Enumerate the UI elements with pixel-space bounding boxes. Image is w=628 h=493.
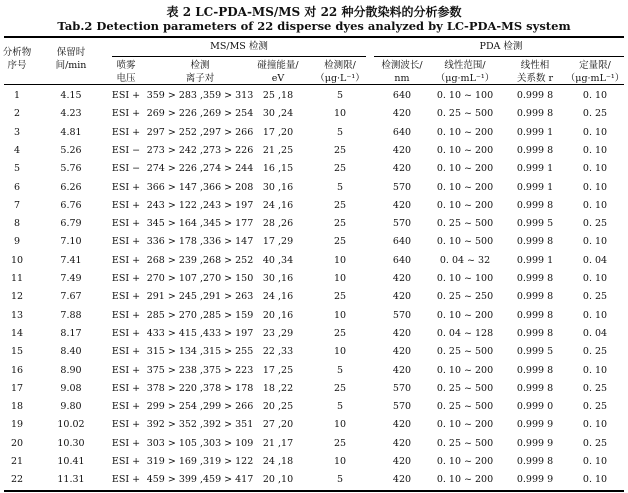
cell-lod: 10 bbox=[333, 456, 347, 467]
cell-no: 1 bbox=[13, 90, 21, 101]
header-rule bbox=[4, 84, 624, 85]
cell-lod: 25 bbox=[333, 437, 347, 449]
cell-lod: 10 bbox=[333, 309, 347, 321]
cell-rt: 7.67 bbox=[60, 291, 82, 303]
cell-spray: ESI + bbox=[111, 401, 141, 413]
table-row bbox=[0, 197, 628, 216]
column-header-wavelength-line2: nm bbox=[394, 73, 410, 84]
cell-rt: 5.26 bbox=[60, 144, 82, 156]
cell-loq: 0. 25 bbox=[582, 291, 608, 303]
table-title-chinese: 表 2 LC-PDA-MS/MS 对 22 种分散染料的分析参数 bbox=[166, 5, 462, 19]
cell-wl: 420 bbox=[392, 163, 412, 175]
cell-loq: 0. 25 bbox=[582, 437, 608, 449]
cell-spray: ESI + bbox=[111, 291, 141, 303]
cell-no: 7 bbox=[13, 199, 21, 211]
cell-ions: 274 > 226 ,274 > 244 bbox=[146, 163, 254, 175]
cell-ce: 18 ,22 bbox=[262, 382, 294, 394]
cell-no: 4 bbox=[13, 144, 21, 156]
cell-no: 13 bbox=[10, 309, 24, 321]
cell-loq: 0. 10 bbox=[582, 474, 608, 486]
cell-ce: 24 ,16 bbox=[262, 291, 294, 303]
cell-lod: 5 bbox=[336, 364, 344, 376]
cell-ce: 16 ,15 bbox=[262, 163, 294, 175]
cell-spray: ESI + bbox=[111, 346, 141, 358]
cell-lod: 25 bbox=[333, 218, 347, 230]
cell-ce: 20 ,25 bbox=[262, 401, 294, 413]
cell-r: 0.999 8 bbox=[516, 144, 554, 156]
cell-range: 0. 25 ~ 500 bbox=[436, 218, 494, 230]
cell-ce: 25 ,18 bbox=[262, 90, 294, 101]
cell-range: 0. 10 ~ 200 bbox=[436, 474, 494, 486]
cell-loq: 0. 10 bbox=[582, 364, 608, 376]
column-header-r-line2: 关系数 r bbox=[516, 73, 554, 84]
table-row bbox=[0, 416, 628, 435]
table-row bbox=[0, 380, 628, 399]
table-row bbox=[0, 179, 628, 198]
cell-ions: 359 > 283 ,359 > 313 bbox=[146, 90, 254, 101]
cell-wl: 420 bbox=[392, 199, 412, 211]
cell-spray: ESI + bbox=[111, 474, 141, 486]
cell-ions: 273 > 242 ,273 > 226 bbox=[146, 144, 254, 156]
cell-r: 0.999 8 bbox=[516, 364, 554, 376]
table-row bbox=[0, 435, 628, 454]
cell-range: 0. 10 ~ 200 bbox=[436, 181, 494, 193]
cell-spray: ESI + bbox=[111, 181, 141, 193]
cell-rt: 6.26 bbox=[60, 181, 82, 193]
cell-range: 0. 10 ~ 200 bbox=[436, 364, 494, 376]
cell-loq: 0. 10 bbox=[582, 199, 608, 211]
cell-loq: 0. 10 bbox=[582, 90, 608, 101]
cell-lod: 5 bbox=[336, 90, 344, 101]
column-header-loq-line2: （μg·mL⁻¹） bbox=[565, 73, 625, 84]
cell-ions: 392 > 352 ,392 > 351 bbox=[146, 419, 254, 431]
cell-wl: 420 bbox=[392, 437, 412, 449]
cell-range: 0. 25 ~ 500 bbox=[436, 382, 494, 394]
cell-spray: ESI + bbox=[111, 126, 141, 138]
cell-ions: 243 > 122 ,243 > 197 bbox=[146, 199, 254, 211]
cell-no: 12 bbox=[10, 291, 24, 303]
cell-range: 0. 10 ~ 200 bbox=[436, 126, 494, 138]
cell-ce: 20 ,10 bbox=[262, 474, 294, 486]
cell-wl: 640 bbox=[392, 126, 412, 138]
cell-lod: 25 bbox=[333, 291, 347, 303]
cell-r: 0.999 9 bbox=[516, 419, 554, 431]
cell-wl: 420 bbox=[392, 364, 412, 376]
cell-r: 0.999 8 bbox=[516, 382, 554, 394]
table-row bbox=[0, 343, 628, 362]
cell-wl: 420 bbox=[392, 346, 412, 358]
cell-spray: ESI + bbox=[111, 382, 141, 394]
cell-loq: 0. 25 bbox=[582, 346, 608, 358]
cell-range: 0. 10 ~ 200 bbox=[436, 144, 494, 156]
cell-rt: 10.41 bbox=[57, 456, 85, 467]
table-row bbox=[0, 307, 628, 326]
cell-ions: 378 > 220 ,378 > 178 bbox=[146, 382, 254, 394]
cell-rt: 9.08 bbox=[60, 382, 82, 394]
cell-ce: 21 ,17 bbox=[262, 437, 294, 449]
cell-wl: 640 bbox=[392, 236, 412, 248]
column-header-r-line1: 线性相 bbox=[520, 60, 550, 71]
cell-r: 0.999 5 bbox=[516, 346, 554, 358]
cell-no: 21 bbox=[10, 456, 24, 467]
cell-wl: 640 bbox=[392, 90, 412, 101]
cell-no: 19 bbox=[10, 419, 24, 431]
cell-spray: ESI + bbox=[111, 437, 141, 449]
table-row bbox=[0, 398, 628, 417]
cell-r: 0.999 0 bbox=[516, 401, 554, 413]
cell-r: 0.999 1 bbox=[516, 181, 554, 193]
cell-wl: 420 bbox=[392, 327, 412, 339]
cell-lod: 10 bbox=[333, 108, 347, 120]
cell-loq: 0. 10 bbox=[582, 181, 608, 193]
cell-wl: 420 bbox=[392, 474, 412, 486]
cell-r: 0.999 8 bbox=[516, 309, 554, 321]
table-title-english: Tab.2 Detection parameters of 22 disperse dyes analyzed by LC-PDA-MS system bbox=[57, 19, 571, 33]
cell-wl: 570 bbox=[392, 382, 412, 394]
table-row bbox=[0, 105, 628, 124]
cell-no: 20 bbox=[10, 437, 24, 449]
column-header-wavelength-line1: 检测波长/ bbox=[381, 60, 423, 71]
cell-ce: 28 ,26 bbox=[262, 218, 294, 230]
cell-r: 0.999 8 bbox=[516, 273, 554, 284]
cell-rt: 6.76 bbox=[60, 199, 82, 211]
table-row bbox=[0, 142, 628, 161]
cell-lod: 10 bbox=[333, 346, 347, 358]
cell-rt: 4.15 bbox=[60, 90, 82, 101]
cell-loq: 0. 10 bbox=[582, 126, 608, 138]
cell-lod: 25 bbox=[333, 327, 347, 339]
table-row bbox=[0, 160, 628, 179]
cell-range: 0. 10 ~ 100 bbox=[436, 90, 494, 101]
cell-loq: 0. 25 bbox=[582, 401, 608, 413]
cell-range: 0. 10 ~ 200 bbox=[436, 419, 494, 431]
column-header-rt-line2: 间/min bbox=[55, 60, 87, 71]
cell-ce: 17 ,25 bbox=[262, 364, 294, 376]
cell-lod: 5 bbox=[336, 474, 344, 486]
cell-loq: 0. 25 bbox=[582, 108, 608, 120]
cell-loq: 0. 10 bbox=[582, 419, 608, 431]
cell-ions: 336 > 178 ,336 > 147 bbox=[146, 236, 254, 248]
cell-ce: 30 ,24 bbox=[262, 108, 294, 120]
cell-spray: ESI + bbox=[111, 236, 141, 248]
column-header-spray-line2: 电压 bbox=[116, 73, 136, 84]
cell-spray: ESI + bbox=[111, 273, 141, 284]
cell-range: 0. 04 ~ 32 bbox=[439, 254, 491, 266]
cell-ions: 268 > 239 ,268 > 252 bbox=[146, 254, 254, 266]
cell-lod: 10 bbox=[333, 254, 347, 266]
column-header-msms-lod-line2: （μg·L⁻¹） bbox=[315, 73, 365, 84]
cell-range: 0. 10 ~ 100 bbox=[436, 273, 494, 284]
cell-wl: 420 bbox=[392, 419, 412, 431]
table-row bbox=[0, 233, 628, 252]
cell-spray: ESI + bbox=[111, 199, 141, 211]
cell-ions: 270 > 107 ,270 > 150 bbox=[146, 273, 254, 284]
group-rule-pda bbox=[374, 56, 624, 57]
cell-lod: 5 bbox=[336, 401, 344, 413]
cell-ce: 17 ,20 bbox=[262, 126, 294, 138]
cell-rt: 8.40 bbox=[60, 346, 82, 358]
cell-range: 0. 10 ~ 200 bbox=[436, 163, 494, 175]
column-header-msms-lod-line1: 检测限/ bbox=[324, 60, 356, 71]
cell-loq: 0. 25 bbox=[582, 218, 608, 230]
cell-ce: 17 ,29 bbox=[262, 236, 294, 248]
table-row bbox=[0, 288, 628, 307]
cell-spray: ESI + bbox=[111, 218, 141, 230]
cell-loq: 0. 04 bbox=[582, 327, 608, 339]
cell-wl: 640 bbox=[392, 254, 412, 266]
cell-r: 0.999 8 bbox=[516, 291, 554, 303]
cell-no: 17 bbox=[10, 382, 24, 394]
table-row bbox=[0, 362, 628, 381]
cell-spray: ESI + bbox=[111, 90, 141, 101]
table-row bbox=[0, 270, 628, 289]
table-row bbox=[0, 87, 628, 106]
group-header-pda: PDA 检测 bbox=[479, 41, 523, 52]
cell-r: 0.999 1 bbox=[516, 163, 554, 175]
cell-wl: 420 bbox=[392, 108, 412, 120]
bottom-rule bbox=[4, 490, 624, 492]
column-header-ions-line2: 离子对 bbox=[185, 73, 215, 84]
cell-rt: 6.79 bbox=[60, 218, 82, 230]
cell-ions: 269 > 226 ,269 > 254 bbox=[146, 108, 254, 120]
group-header-msms: MS/MS 检测 bbox=[210, 41, 268, 52]
cell-ce: 27 ,20 bbox=[262, 419, 294, 431]
column-header-loq-line1: 定量限/ bbox=[579, 60, 611, 71]
cell-loq: 0. 25 bbox=[582, 382, 608, 394]
cell-ce: 23 ,29 bbox=[262, 327, 294, 339]
cell-no: 15 bbox=[10, 346, 24, 358]
cell-range: 0. 10 ~ 200 bbox=[436, 199, 494, 211]
cell-ions: 375 > 238 ,375 > 223 bbox=[146, 364, 254, 376]
cell-spray: ESI + bbox=[111, 327, 141, 339]
cell-range: 0. 10 ~ 500 bbox=[436, 236, 494, 248]
cell-r: 0.999 8 bbox=[516, 108, 554, 120]
cell-ions: 319 > 169 ,319 > 122 bbox=[146, 456, 254, 467]
cell-no: 11 bbox=[10, 273, 24, 284]
cell-r: 0.999 5 bbox=[516, 218, 554, 230]
cell-spray: ESI + bbox=[111, 364, 141, 376]
column-header-ce-line1: 碰撞能量/ bbox=[257, 60, 299, 71]
cell-range: 0. 10 ~ 200 bbox=[436, 309, 494, 321]
cell-wl: 570 bbox=[392, 309, 412, 321]
cell-rt: 4.81 bbox=[60, 126, 82, 138]
cell-ions: 299 > 254 ,299 > 266 bbox=[146, 401, 254, 413]
cell-no: 16 bbox=[10, 364, 24, 376]
cell-spray: ESI + bbox=[111, 419, 141, 431]
cell-ce: 24 ,18 bbox=[262, 456, 294, 467]
cell-wl: 570 bbox=[392, 401, 412, 413]
cell-range: 0. 04 ~ 128 bbox=[436, 327, 494, 339]
cell-loq: 0. 10 bbox=[582, 456, 608, 467]
cell-r: 0.999 9 bbox=[516, 474, 554, 486]
cell-ions: 297 > 252 ,297 > 266 bbox=[146, 126, 254, 138]
cell-r: 0.999 9 bbox=[516, 437, 554, 449]
cell-no: 10 bbox=[10, 254, 24, 266]
cell-rt: 7.88 bbox=[60, 309, 82, 321]
cell-wl: 420 bbox=[392, 291, 412, 303]
cell-ce: 22 ,33 bbox=[262, 346, 294, 358]
cell-lod: 5 bbox=[336, 126, 344, 138]
cell-spray: ESI + bbox=[111, 108, 141, 120]
group-rule-msms bbox=[112, 56, 366, 57]
column-header-no-line1: 分析物 bbox=[2, 47, 32, 58]
cell-r: 0.999 1 bbox=[516, 126, 554, 138]
cell-rt: 9.80 bbox=[60, 401, 82, 413]
cell-spray: ESI − bbox=[111, 163, 141, 175]
cell-ce: 40 ,34 bbox=[262, 254, 294, 266]
column-header-ions-line1: 检测 bbox=[190, 60, 210, 71]
column-header-linear-range-line2: （μg·mL⁻¹） bbox=[435, 73, 495, 84]
cell-ions: 345 > 164 ,345 > 177 bbox=[146, 218, 254, 230]
table-row bbox=[0, 215, 628, 234]
cell-loq: 0. 04 bbox=[582, 254, 608, 266]
cell-range: 0. 25 ~ 500 bbox=[436, 346, 494, 358]
cell-ions: 315 > 134 ,315 > 255 bbox=[146, 346, 254, 358]
table-row bbox=[0, 453, 628, 472]
cell-rt: 8.17 bbox=[60, 327, 82, 339]
cell-r: 0.999 8 bbox=[516, 456, 554, 467]
cell-no: 5 bbox=[13, 163, 21, 175]
cell-wl: 420 bbox=[392, 144, 412, 156]
cell-lod: 25 bbox=[333, 144, 347, 156]
cell-ce: 20 ,16 bbox=[262, 309, 294, 321]
cell-range: 0. 25 ~ 500 bbox=[436, 401, 494, 413]
cell-rt: 4.23 bbox=[60, 108, 82, 120]
column-header-ce-line2: eV bbox=[271, 73, 285, 84]
cell-loq: 0. 10 bbox=[582, 144, 608, 156]
cell-ce: 30 ,16 bbox=[262, 273, 294, 284]
cell-wl: 420 bbox=[392, 456, 412, 467]
cell-lod: 5 bbox=[336, 181, 344, 193]
cell-wl: 420 bbox=[392, 273, 412, 284]
top-rule bbox=[4, 36, 624, 38]
cell-spray: ESI + bbox=[111, 309, 141, 321]
cell-range: 0. 10 ~ 200 bbox=[436, 456, 494, 467]
table-row bbox=[0, 471, 628, 490]
table-row bbox=[0, 124, 628, 143]
cell-ions: 285 > 270 ,285 > 159 bbox=[146, 309, 254, 321]
cell-ions: 291 > 245 ,291 > 263 bbox=[146, 291, 254, 303]
cell-no: 6 bbox=[13, 181, 21, 193]
cell-ions: 459 > 399 ,459 > 417 bbox=[146, 474, 254, 486]
cell-rt: 8.90 bbox=[60, 364, 82, 376]
cell-loq: 0. 10 bbox=[582, 309, 608, 321]
cell-no: 2 bbox=[13, 108, 21, 120]
cell-ions: 366 > 147 ,366 > 208 bbox=[146, 181, 254, 193]
cell-lod: 25 bbox=[333, 163, 347, 175]
cell-no: 14 bbox=[10, 327, 24, 339]
cell-r: 0.999 8 bbox=[516, 236, 554, 248]
cell-ions: 433 > 415 ,433 > 197 bbox=[146, 327, 254, 339]
cell-wl: 570 bbox=[392, 218, 412, 230]
cell-rt: 11.31 bbox=[57, 474, 85, 486]
cell-spray: ESI − bbox=[111, 144, 141, 156]
cell-rt: 7.49 bbox=[60, 273, 82, 284]
column-header-no-line2: 序号 bbox=[7, 60, 27, 71]
cell-lod: 10 bbox=[333, 273, 347, 284]
table-row bbox=[0, 252, 628, 271]
cell-range: 0. 25 ~ 500 bbox=[436, 108, 494, 120]
cell-no: 22 bbox=[10, 474, 24, 486]
cell-r: 0.999 1 bbox=[516, 254, 554, 266]
cell-no: 9 bbox=[13, 236, 21, 248]
cell-no: 3 bbox=[13, 126, 21, 138]
cell-no: 18 bbox=[10, 401, 24, 413]
cell-ce: 21 ,25 bbox=[262, 144, 294, 156]
cell-lod: 10 bbox=[333, 419, 347, 431]
cell-spray: ESI + bbox=[111, 456, 141, 467]
cell-lod: 25 bbox=[333, 236, 347, 248]
cell-ions: 303 > 105 ,303 > 109 bbox=[146, 437, 254, 449]
cell-rt: 7.41 bbox=[60, 254, 82, 266]
cell-rt: 10.30 bbox=[57, 437, 85, 449]
cell-loq: 0. 10 bbox=[582, 236, 608, 248]
cell-wl: 570 bbox=[392, 181, 412, 193]
column-header-linear-range-line1: 线性范围/ bbox=[444, 60, 486, 71]
table-row bbox=[0, 325, 628, 344]
cell-loq: 0. 10 bbox=[582, 273, 608, 284]
cell-rt: 7.10 bbox=[60, 236, 82, 248]
cell-rt: 5.76 bbox=[60, 163, 82, 175]
cell-spray: ESI + bbox=[111, 254, 141, 266]
column-header-rt-line1: 保留时 bbox=[56, 47, 86, 58]
cell-r: 0.999 8 bbox=[516, 90, 554, 101]
cell-ce: 24 ,16 bbox=[262, 199, 294, 211]
cell-r: 0.999 8 bbox=[516, 199, 554, 211]
cell-rt: 10.02 bbox=[57, 419, 85, 431]
cell-no: 8 bbox=[13, 218, 21, 230]
cell-range: 0. 25 ~ 250 bbox=[436, 291, 494, 303]
cell-r: 0.999 8 bbox=[516, 327, 554, 339]
cell-lod: 25 bbox=[333, 199, 347, 211]
cell-ce: 30 ,16 bbox=[262, 181, 294, 193]
cell-lod: 25 bbox=[333, 382, 347, 394]
column-header-spray-line1: 喷雾 bbox=[116, 60, 136, 71]
cell-loq: 0. 10 bbox=[582, 163, 608, 175]
cell-range: 0. 25 ~ 500 bbox=[436, 437, 494, 449]
